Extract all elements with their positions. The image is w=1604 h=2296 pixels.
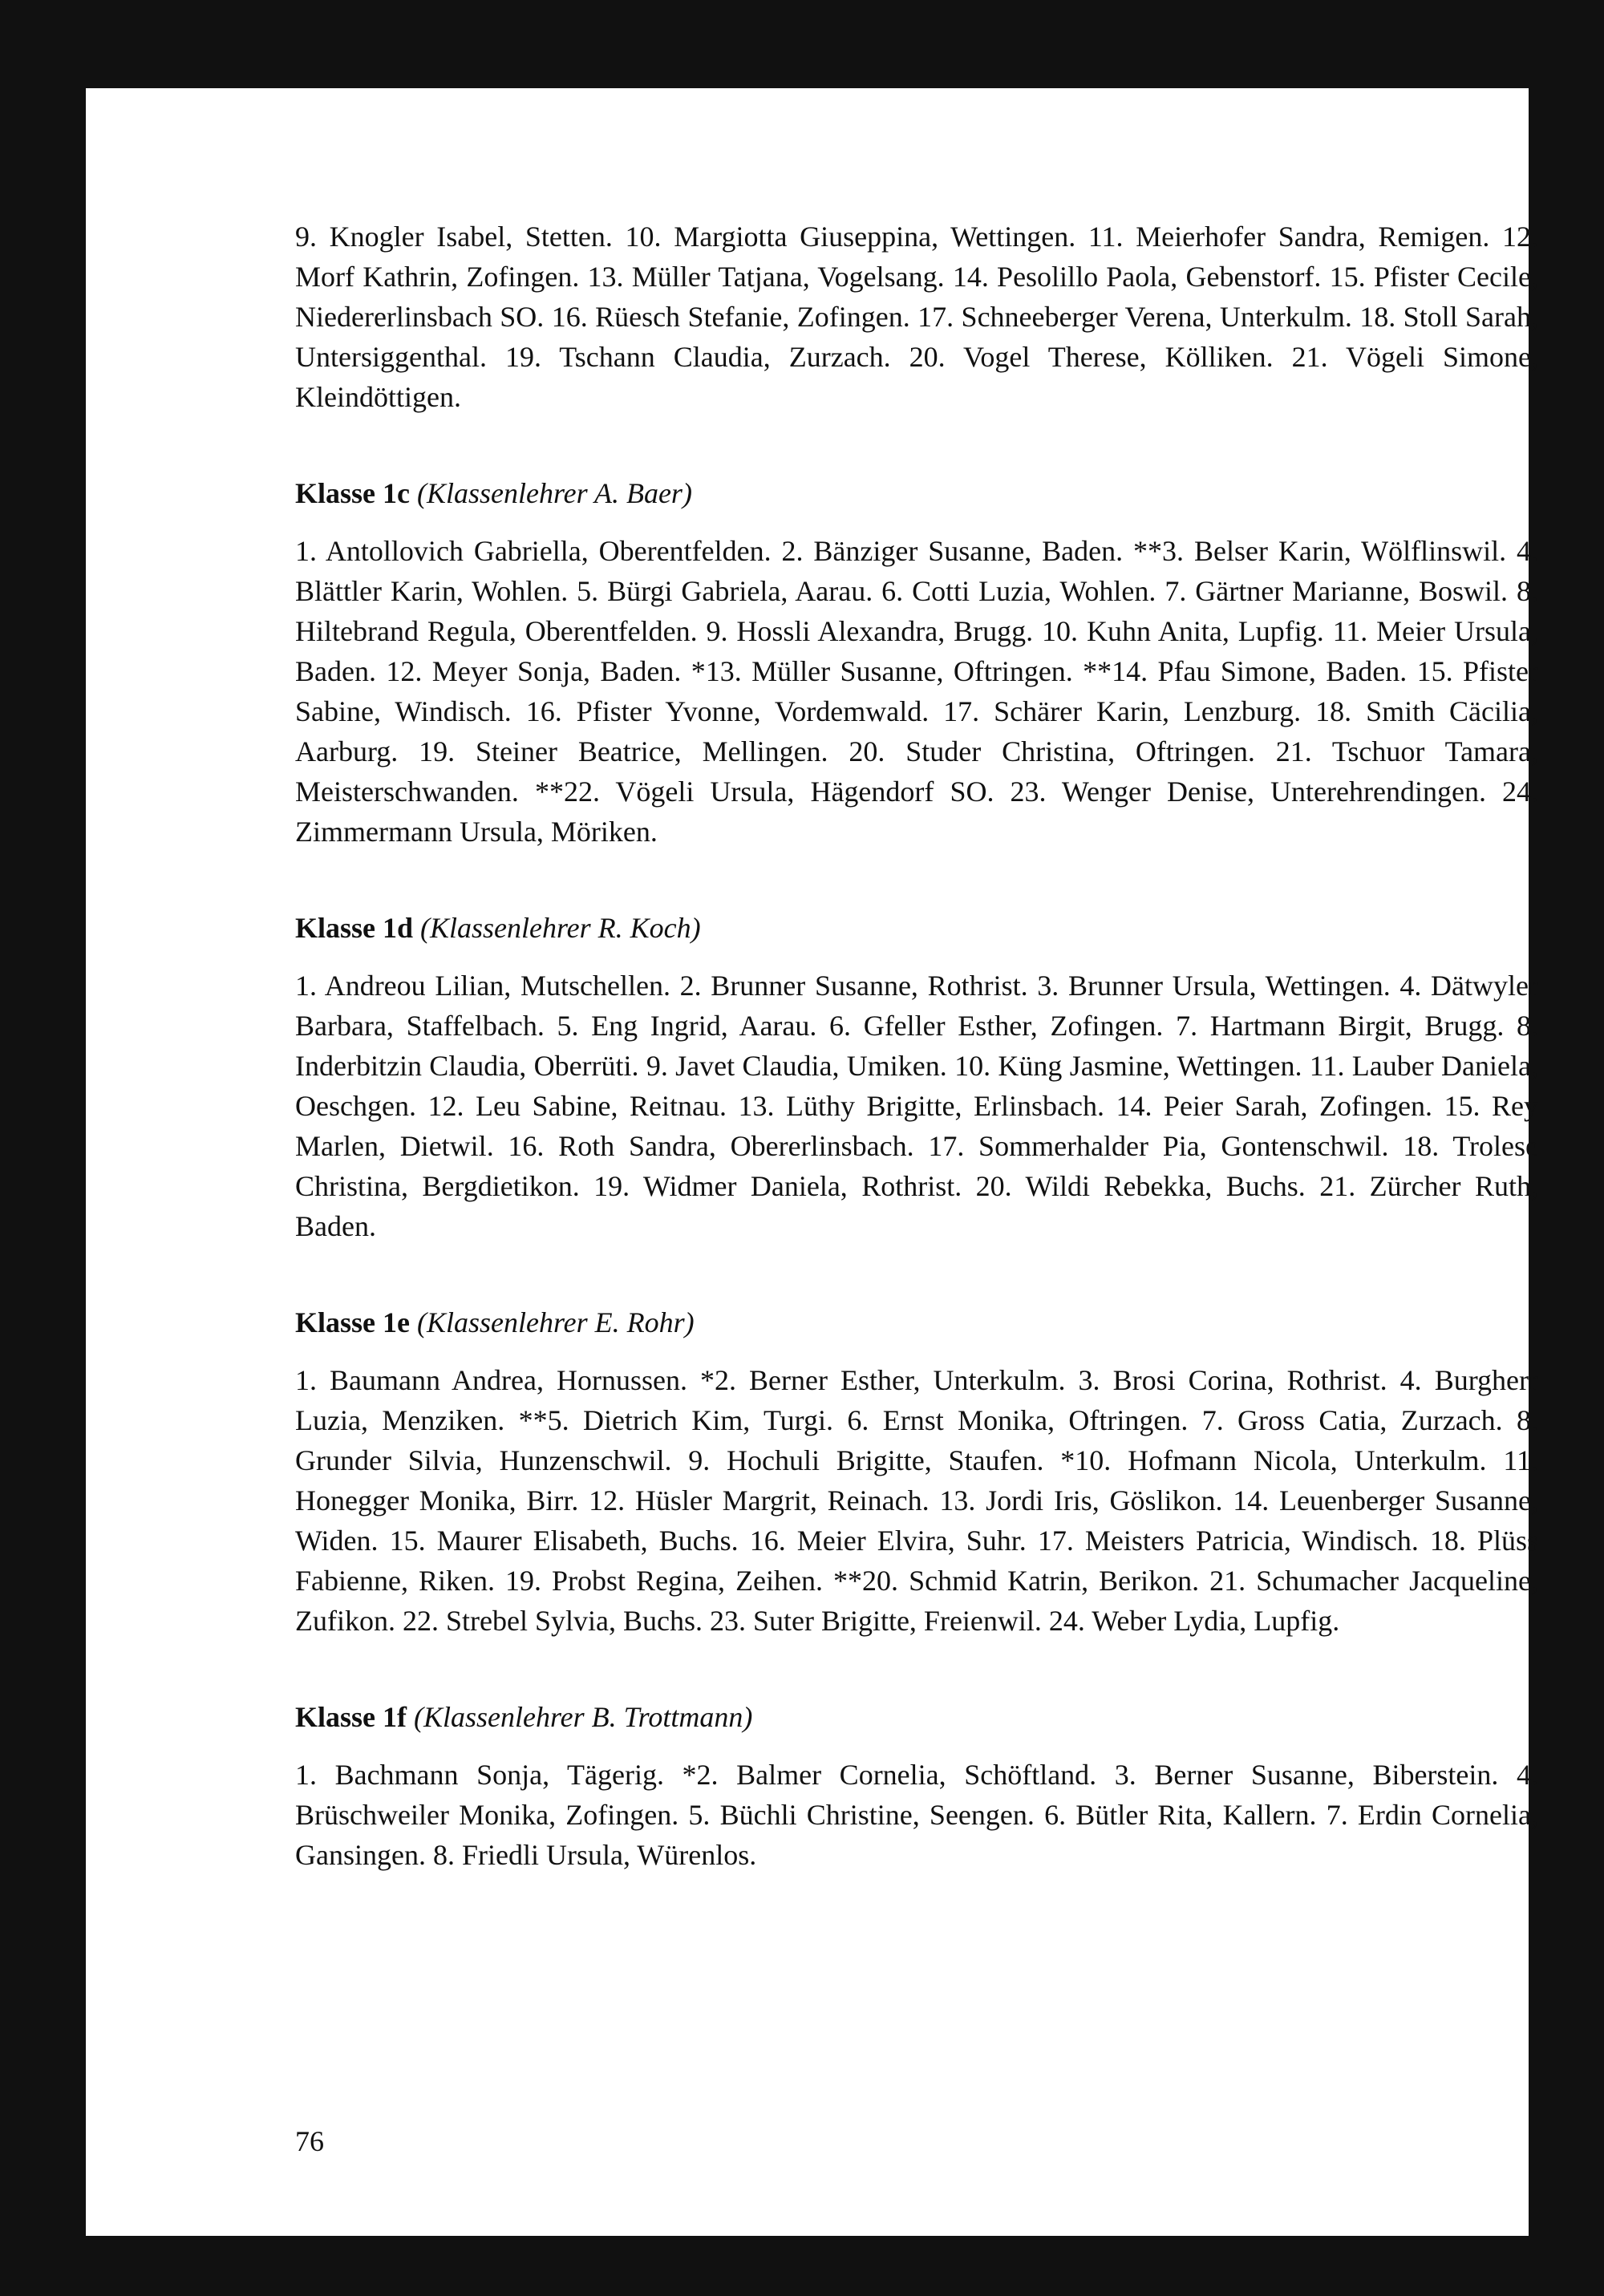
section-heading: [295, 1302, 1538, 1342]
section-klasse-1e: [295, 1302, 1538, 1641]
section-heading: [295, 473, 1538, 513]
intro-paragraph: 9. Knogler Isabel, Stetten. 10. Margiotta Giuseppina, Wettingen. 11. Meierhofer Sandra, Remigen. 12. Morf Kathrin, Zofingen. 13. Müller Tatjana, Vogelsang. 14. Pesolillo Paola, Gebenstorf. 15. Pfister Cecile, Niedererlinsbach SO. 16. Rüesch Stefanie, Zofingen. 17. Schneeberger Verena, Unterkulm. 18. Stoll Sarah, Untersiggenthal. 19. Tschann Claudia, Zurzach. 20. Vogel Therese, Kölliken. 21. Vögeli Simone, Kleindöttigen.: [295, 221, 1538, 413]
section-teacher: (Klassenlehrer R. Koch): [420, 912, 701, 944]
section-text: 1. Antollovich Gabriella, Oberentfelden. 2. Bänziger Susanne, Baden. **3. Belser Karin, Wölflinswil. 4. Blättler Karin, Wohlen. 5. Bürgi Gabriela, Aarau. 6. Cotti Luzia, Wohlen. 7. Gärtner Marianne, Boswil. 8. Hiltebrand Regula, Oberentfelden. 9. Hossli Alexandra, Brugg. 10. Kuhn Anita, Lupfig. 11. Meier Ursula, Baden. 12. Meyer Sonja, Baden. *13. Müller Susanne, Oftringen. **14. Pfau Simone, Baden. 15. Pfister Sabine, Windisch. 16. Pfister Yvonne, Vordemwald. 17. Schärer Karin, Lenzburg. 18. Smith Cäcilia, Aarburg. 19. Steiner Beatrice, Mellingen. 20. Studer Christina, Oftringen. 21. Tschuor Tamara, Meisterschwanden. **22. Vögeli Ursula, Hägendorf SO. 23. Wenger Denise, Unterehrendingen. 24. Zimmermann Ursula, Möriken.: [295, 535, 1538, 848]
section-label: Klasse 1f: [295, 1701, 407, 1733]
section-text: 1. Baumann Andrea, Hornussen. *2. Berner Esther, Unterkulm. 3. Brosi Corina, Rothrist. 4. Burgherr Luzia, Menziken. **5. Dietrich Kim, Turgi. 6. Ernst Monika, Oftringen. 7. Gross Catia, Zurzach. 8. Grunder Silvia, Hunzenschwil. 9. Hochuli Brigitte, Staufen. *10. Hofmann Nicola, Unterkulm. 11. Honegger Monika, Birr. 12. Hüsler Margrit, Reinach. 13. Jordi Iris, Göslikon. 14. Leuenberger Susanne, Widen. 15. Maurer Elisabeth, Buchs. 16. Meier Elvira, Suhr. 17. Meisters Patricia, Windisch. 18. Plüss Fabienne, Riken. 19. Probst Regina, Zeihen. **20. Schmid Katrin, Berikon. 21. Schumacher Jacqueline, Zufikon. 22. Strebel Sylvia, Buchs. 23. Suter Brigitte, Freienwil. 24. Weber Lydia, Lupfig.: [295, 1364, 1538, 1637]
section-heading: [295, 908, 1538, 948]
section-label: Klasse 1c: [295, 477, 410, 509]
section-label: Klasse 1e: [295, 1306, 410, 1338]
page-content: [295, 217, 1538, 1875]
section-klasse-1d: [295, 908, 1538, 1246]
section-heading: [295, 1697, 1538, 1737]
section-klasse-1f: [295, 1697, 1538, 1875]
section-klasse-1c: [295, 473, 1538, 852]
section-text: 1. Bachmann Sonja, Tägerig. *2. Balmer Cornelia, Schöftland. 3. Berner Susanne, Biberstein. 4. Brüschweiler Monika, Zofingen. 5. Büchli Christine, Seengen. 6. Bütler Rita, Kallern. 7. Erdin Cornelia, Gansingen. 8. Friedli Ursula, Würenlos.: [295, 1759, 1538, 1871]
section-text: 1. Andreou Lilian, Mutschellen. 2. Brunner Susanne, Rothrist. 3. Brunner Ursula, Wettingen. 4. Dätwyler Barbara, Staffelbach. 5. Eng Ingrid, Aarau. 6. Gfeller Esther, Zofingen. 7. Hartmann Birgit, Brugg. 8. Inderbitzin Claudia, Oberrüti. 9. Javet Claudia, Umiken. 10. Küng Jasmine, Wettingen. 11. Lauber Daniela, Oeschgen. 12. Leu Sabine, Reitnau. 13. Lüthy Brigitte, Erlinsbach. 14. Peier Sarah, Zofingen. 15. Rey Marlen, Dietwil. 16. Roth Sandra, Obererlinsbach. 17. Sommerhalder Pia, Gontenschwil. 18. Trolese Christina, Bergdietikon. 19. Widmer Daniela, Rothrist. 20. Wildi Rebekka, Buchs. 21. Zürcher Ruth, Baden.: [295, 970, 1538, 1242]
page-number: 76: [295, 2125, 324, 2157]
document-page: [86, 88, 1538, 2236]
section-teacher: (Klassenlehrer E. Rohr): [416, 1306, 695, 1338]
section-teacher: (Klassenlehrer A. Baer): [416, 477, 692, 509]
section-teacher: (Klassenlehrer B. Trottmann): [414, 1701, 753, 1733]
section-label: Klasse 1d: [295, 912, 414, 944]
